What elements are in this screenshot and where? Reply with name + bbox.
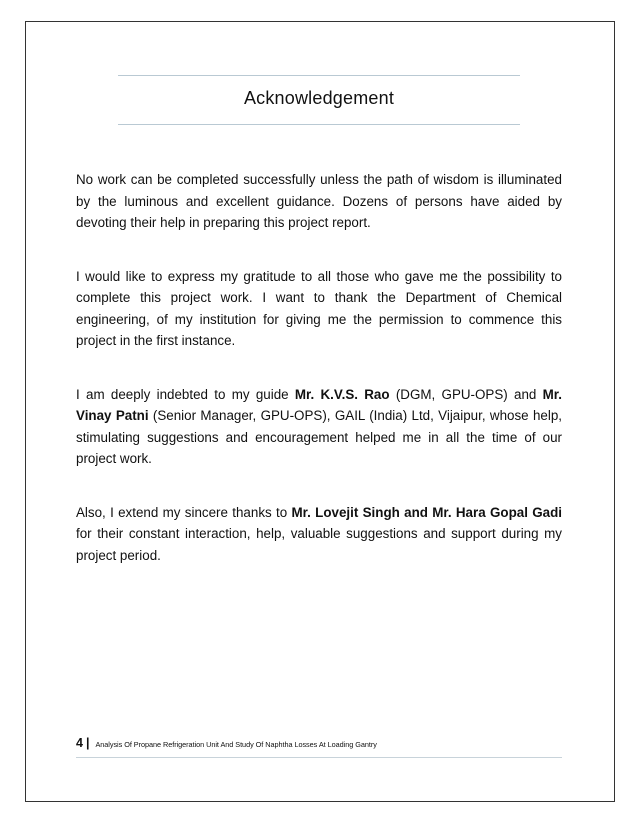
bold-name-text: Mr. K.V.S. Rao — [294, 386, 390, 402]
body-text — [76, 169, 562, 598]
paragraph-text: I would like to express my gratitude to all those who gave me the possibility to complete this project work. I want to thank the Department of Chemical engineering, of my institution for giving me the permission to commence this project in the first instance. — [76, 268, 562, 348]
title-bottom-rule — [118, 124, 520, 125]
paragraph-text: No work can be completed successfully unless the path of wisdom is illuminated by the luminous and excellent guidance. Dozens of persons have aided by devoting their help in preparing this project report. — [76, 172, 562, 230]
paragraph-text: Also, I extend my sincere thanks to — [76, 504, 292, 520]
paragraph-text: for their constant interaction, help, valuable suggestions and support during my project period. — [76, 526, 562, 563]
bold-name-text: Mr. Lovejit Singh and Mr. Hara Gopal Gadi — [291, 504, 562, 520]
footer-separator: | — [85, 736, 90, 750]
footer-rule — [76, 757, 562, 758]
bold-name-text: Mr. Vinay Patni — [76, 386, 563, 423]
title-top-rule — [118, 75, 520, 76]
paragraph — [76, 266, 562, 352]
paragraph-text: (Senior Manager, GPU-OPS), GAIL (India) Ltd, Vijaipur, whose help, stimulating suggestions and encouragement helped me in all the time of our project work. — [76, 408, 562, 466]
paragraph — [76, 169, 562, 234]
paragraph — [76, 384, 562, 470]
page-title: Acknowledgement — [243, 88, 395, 108]
footer — [76, 736, 562, 750]
page-number: 4 — [76, 736, 83, 750]
footer-text: Analysis Of Propane Refrigeration Unit And Study Of Naphtha Losses At Loading Gantry — [95, 740, 377, 749]
paragraph — [76, 502, 562, 567]
paragraph-text: (DGM, GPU-OPS) and — [389, 386, 543, 402]
paragraph-text: I am deeply indebted to my guide — [76, 386, 295, 402]
